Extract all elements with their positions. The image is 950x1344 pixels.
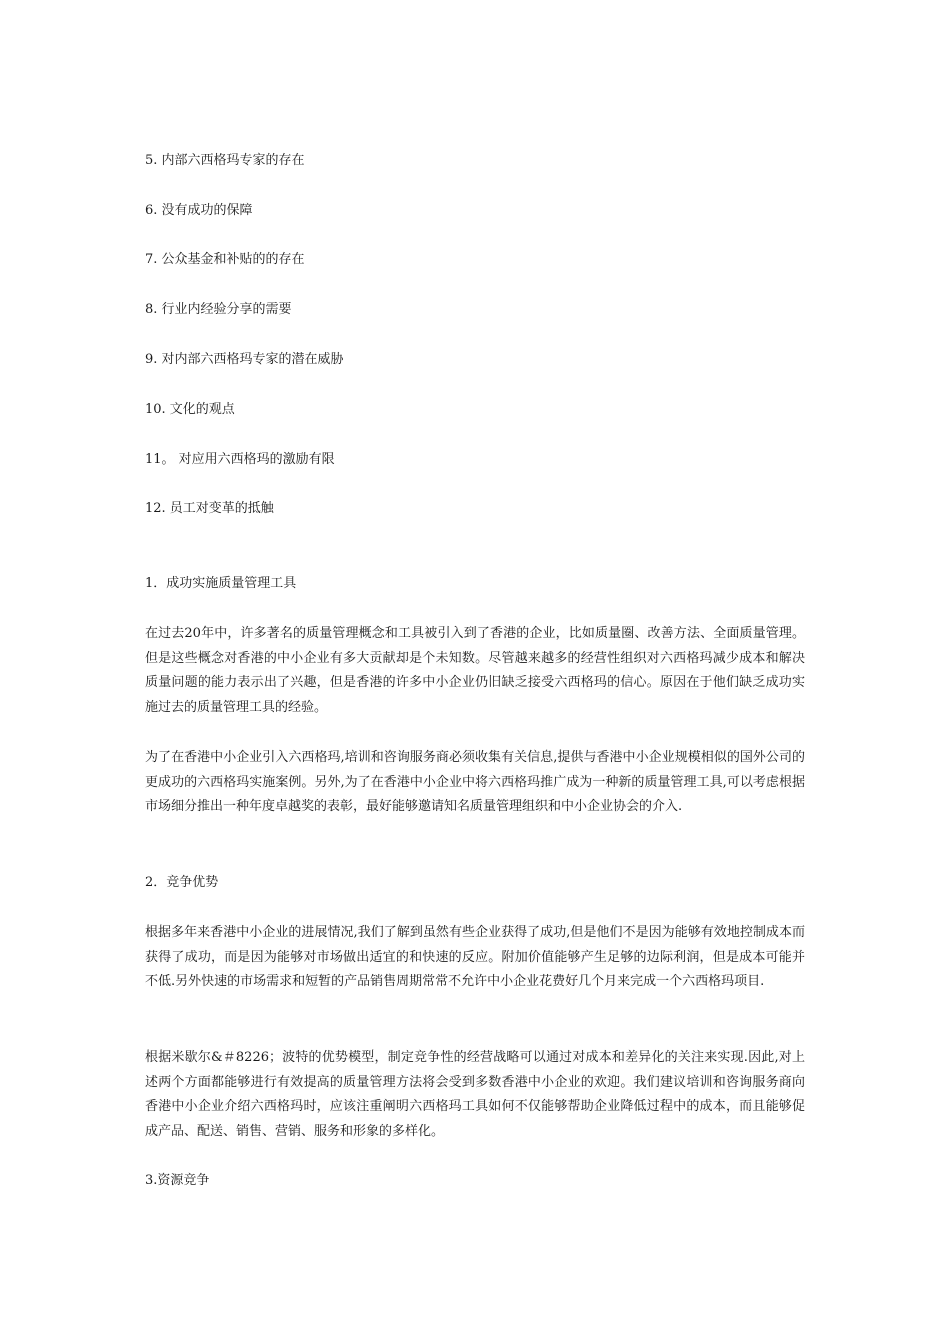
list-item: 8. 行业内经验分享的需要 [145,302,292,317]
list-item: 6. 没有成功的保障 [145,203,253,218]
list-item: 7. 公众基金和补贴的的存在 [145,252,305,267]
list-item: 11。 对应用六西格玛的激励有限 [145,452,335,467]
paragraph: 在过去20年中，许多著名的质量管理概念和工具被引入到了香港的企业，比如质量圈、改善方法、全面质量管理。但是这些概念对香港的中小企业有多大贡献却是个未知数。尽管越来越多的经营性组织对六西格玛减少成本和解决质量问题的能力表示出了兴趣，但是香港的许多中小企业仍旧缺乏接受六西格玛的信心。原因在于他们缺乏成功实施过去的质量管理工具的经验。 [145,626,805,715]
list-item: 10. 文化的观点 [145,402,235,417]
paragraph: 为了在香港中小企业引入六西格玛,培训和咨询服务商必须收集有关信息,提供与香港中小企业规模相似的国外公司的更成功的六西格玛实施案例。另外,为了在香港中小企业中将六西格玛推广成为一种新的质量管理工具,可以考虑根据市场细分推出一种年度卓越奖的表彰，最好能够邀请知名质量管理组织和中小企业协会的介入. [145,750,805,814]
paragraph: 根据多年来香港中小企业的进展情况,我们了解到虽然有些企业获得了成功,但是他们不是因为能够有效地控制成本而获得了成功，而是因为能够对市场做出适宜的和快速的反应。附加价值能够产生足够的边际利润，但是成本可能并不低.另外快速的市场需求和短暂的产品销售周期常常不允许中小企业花费好几个月来完成一个六西格玛项目. [145,925,805,989]
list-item: 12. 员工对变革的抵触 [145,501,274,516]
paragraph: 根据米歇尔&＃8226；波特的优势模型，制定竞争性的经营战略可以通过对成本和差异化的关注来实现.因此,对上述两个方面都能够进行有效提高的质量管理方法将会受到多数香港中小企业的欢迎。我们建议培训和咨询服务商向香港中小企业介绍六西格玛时，应该注重阐明六西格玛工具如何不仅能够帮助企业降低过程中的成本，而且能够促成产品、配送、销售、营销、服务和形象的多样化。 [145,1050,805,1139]
list-item: 5. 内部六西格玛专家的存在 [145,153,305,168]
list-item: 9. 对内部六西格玛专家的潜在威胁 [145,352,344,367]
section-heading: 3.资源竞争 [145,1173,210,1188]
section-heading: 2．竞争优势 [145,875,219,890]
section-heading: 1．成功实施质量管理工具 [145,576,297,591]
